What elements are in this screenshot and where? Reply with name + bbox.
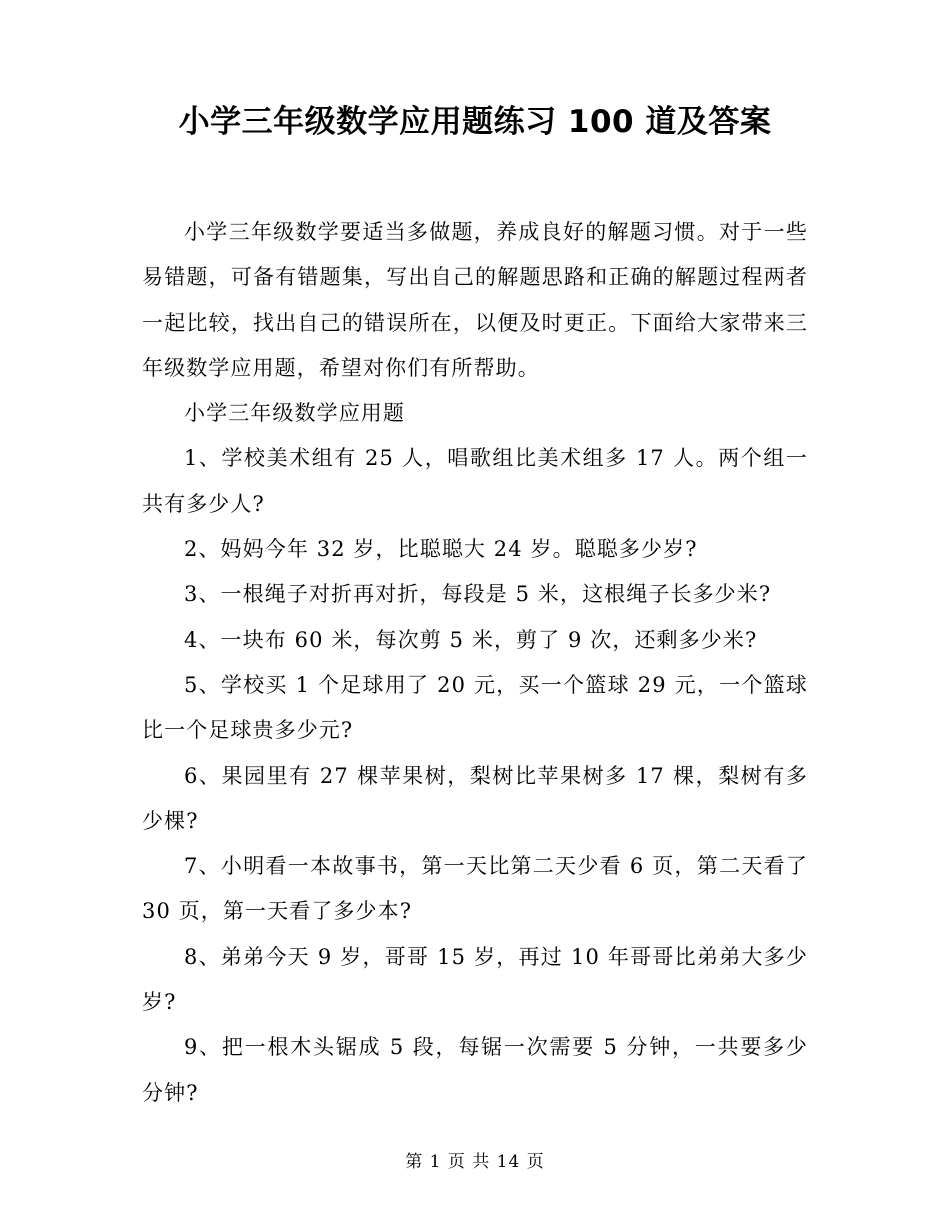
question-9: 9、把一根木头锯成 5 段，每锯一次需要 5 分钟，一共要多少分钟? [142, 1035, 808, 1105]
document-title: 小学三年级数学应用题练习 100 道及答案 [178, 104, 772, 140]
question-6: 6、果园里有 27 棵苹果树，梨树比苹果树多 17 棵，梨树有多少棵? [142, 763, 808, 833]
question-4: 4、一块布 60 米，每次剪 5 米，剪了 9 次，还剩多少米? [184, 627, 758, 652]
question-8: 8、弟弟今天 9 岁，哥哥 15 岁，再过 10 年哥哥比弟弟大多少岁? [142, 944, 808, 1015]
question-3: 3、一根绳子对折再对折，每段是 5 米，这根绳子长多少米? [184, 582, 772, 607]
section-heading: 小学三年级数学应用题 [184, 401, 405, 426]
question-1: 1、学校美术组有 25 人，唱歌组比美术组多 17 人。两个组一共有多少人? [142, 446, 808, 516]
question-7: 7、小明看一本故事书，第一天比第二天少看 6 页，第二天看了 30 页，第一天看了多少本? [142, 854, 808, 924]
document-body [142, 210, 808, 1116]
question-2: 2、妈妈今年 32 岁，比聪聪大 24 岁。聪聪多少岁? [184, 537, 698, 562]
intro-paragraph: 小学三年级数学要适当多做题，养成良好的解题习惯。对于一些易错题，可备有错题集，写出自己的解题思路和正确的解题过程两者一起比较，找出自己的错误所在，以便及时更正。下面给大家带来三年级数学应用题，希望对你们有所帮助。 [142, 220, 808, 380]
page-footer: 第 1 页 共 14 页 [405, 1152, 545, 1172]
question-5: 5、学校买 1 个足球用了 20 元，买一个篮球 29 元，一个篮球比一个足球贵多少元? [142, 672, 808, 743]
